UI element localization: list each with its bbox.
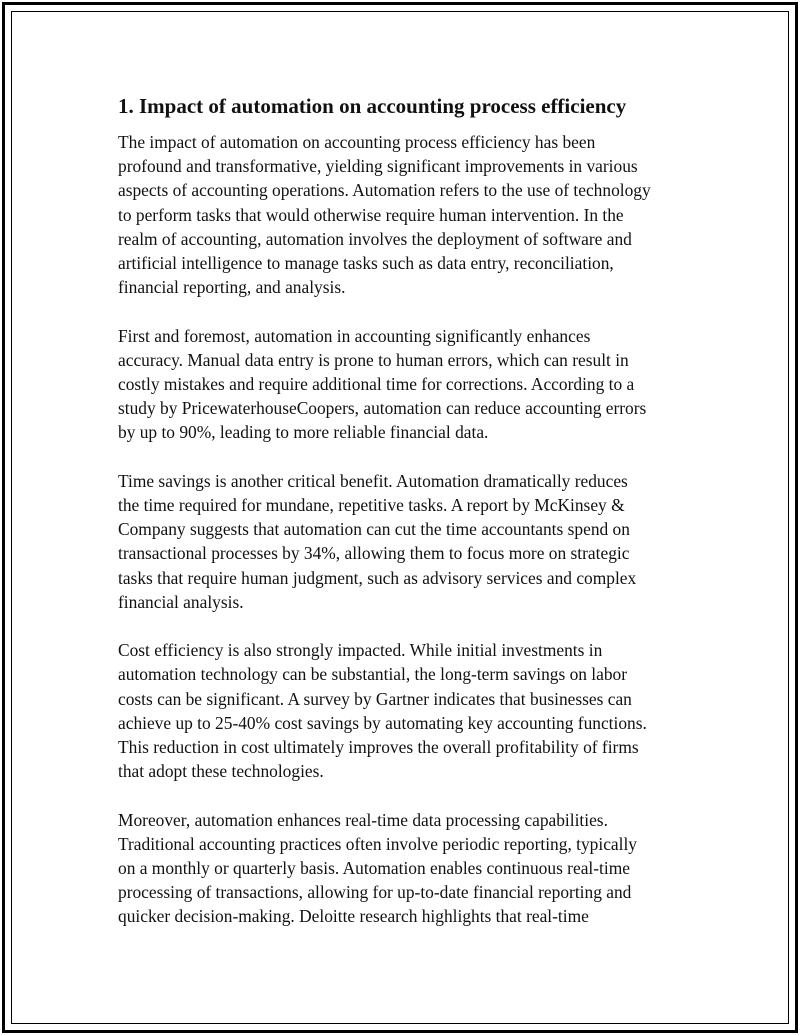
text-line: profound and transformative, yielding significant improvements in various — [118, 156, 638, 177]
text-line: tasks that require human judgment, such as advisory services and complex — [118, 567, 637, 588]
text-line: that adopt these technologies. — [118, 761, 324, 782]
text-line: Time savings is another critical benefit. Automation dramatically reduces — [118, 470, 628, 491]
document-body — [118, 92, 688, 953]
text-line: First and foremost, automation in accounting significantly enhances — [118, 325, 591, 346]
text-line: transactional processes by 34%, allowing them to focus more on strategic — [118, 543, 630, 564]
text-line: study by PricewaterhouseCoopers, automation can reduce accounting errors — [118, 398, 647, 419]
paragraph-intro — [118, 130, 688, 299]
text-line: the time required for mundane, repetitive tasks. A report by McKinsey & — [118, 495, 625, 516]
text-line: Company suggests that automation can cut the time accountants spend on — [118, 519, 630, 540]
paragraph-cost-efficiency — [118, 638, 688, 783]
text-line: Moreover, automation enhances real-time data processing capabilities. — [118, 809, 608, 830]
text-line: automation technology can be substantial, the long-term savings on labor — [118, 664, 628, 685]
text-line: to perform tasks that would otherwise require human intervention. In the — [118, 204, 624, 225]
paragraph-real-time — [118, 808, 688, 929]
text-line: The impact of automation on accounting process efficiency has been — [118, 132, 596, 152]
text-line: financial analysis. — [118, 591, 244, 612]
text-line: quicker decision-making. Deloitte research highlights that real-time — [118, 906, 589, 927]
text-line: realm of accounting, automation involves the deployment of software and — [118, 228, 632, 249]
text-line: costly mistakes and require additional time for corrections. According to a — [118, 374, 635, 395]
text-line: achieve up to 25-40% cost savings by automating key accounting functions. — [118, 712, 647, 733]
text-line: artificial intelligence to manage tasks such as data entry, reconciliation, — [118, 253, 614, 274]
paragraph-accuracy — [118, 324, 688, 445]
text-line: Traditional accounting practices often involve periodic reporting, typically — [118, 833, 637, 854]
text-line: This reduction in cost ultimately improves the overall profitability of firms — [118, 737, 639, 758]
text-line: costs can be significant. A survey by Gartner indicates that businesses can — [118, 688, 632, 709]
section-heading: 1. Impact of automation on accounting process efficiency — [118, 94, 627, 118]
text-line: aspects of accounting operations. Automation refers to the use of technology — [118, 180, 651, 201]
text-line: processing of transactions, allowing for up-to-date financial reporting and — [118, 882, 632, 903]
text-line: by up to 90%, leading to more reliable financial data. — [118, 422, 489, 443]
text-line: financial reporting, and analysis. — [118, 277, 346, 298]
text-line: on a monthly or quarterly basis. Automation enables continuous real-time — [118, 858, 630, 879]
paragraph-time-savings — [118, 469, 688, 614]
text-line: accuracy. Manual data entry is prone to human errors, which can result in — [118, 349, 629, 370]
text-line: Cost efficiency is also strongly impacted. While initial investments in — [118, 640, 603, 661]
